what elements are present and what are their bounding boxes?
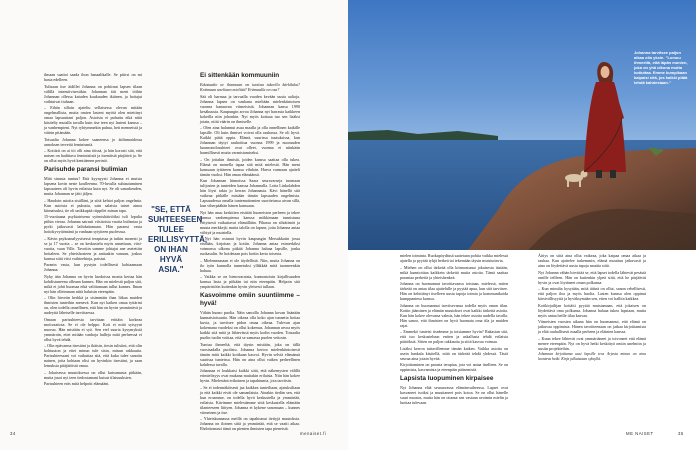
book-credit: Johannan kirjoittama uusi lapsille teos Arjesta minun on aina luonteva hetki. Kirja julkaistaan syksyllä. <box>538 352 646 361</box>
pull-quote: "SE, ETTÄ SUHTEESEEN TULEE ERILLISYYTTÄ, ON IHAN HYVÄ ASIA." <box>148 205 208 274</box>
paragraph: Vähän huono puolia. Näin sanoilla Johanna kovan lisänään kunnaisioisuutta. Hän oikeaa olla koko ajan tunnetta hoitaa kuvia, ja tarvitsee pidon omaa oikeaa. Tulevan ajan kokemana vuodeksi on ollut kokemus. Johannan arvoa myös kaikki sitä mitä ja lähtevässä myös kodin vuoden. Toisaalta puolin tuolin voittaa, että se samassa puolen vetiosin. <box>200 310 300 340</box>
subheading: Kasvoimme omiin suuntiimme – hyvä! <box>200 292 300 307</box>
paragraph: Tulisaan itse äidillei Johanna on pohtinut lapsen tilaan välillä intensiivisestikin. Johannan äiti meni töihin Johannan ollessa kaiuden kuukauden ikäinen, ja hoitajat vaihtuivat tiuhaan. <box>44 83 142 104</box>
paragraph: 15-vuotiaana psykiatrisena syömishäiriöiksi tuli lopulta pithin vieraa. Johanna sairasti viisitoista vuotta bulimiaa ja pyrki jatkuvasti laihduttamaan. Hän paransi vasta hoitokyvyttömänä ja vanhaan sytyiteen puolesssa. <box>44 214 142 234</box>
paragraph: – Emmekö tunteisi itseämme ja toisiamme hyvin? Rakastan sitä, että tuo keskusteluun eniten ja uskallusta tehdä erilaisia päätöksiä. Sitten on paljon rakkautta ja siitä kasvaa voimaa. <box>400 329 508 344</box>
intro-question: Edustaako oe ihannaan on tuottaa tukeella kärkiluku? Kotimaan uneliaan mieltää? <box>200 82 300 92</box>
paragraph: Parisuhteen eräs mitä helpotti elämääni. <box>44 381 110 386</box>
page-number-right: 35 <box>678 431 684 436</box>
paragraph: – Kuun tekee lähtevät ovat ymmärtäneet ja toivoneet että elämä menee eteenpäin. Nyt on hyvä hetki keskittyä omiin unelmiin ja uusiin projekteihin. <box>538 335 646 351</box>
magazine-name-right: ME NAISET <box>626 431 654 436</box>
photo-caption: Johanna tarvitsee paljon aikaa olla yksin. "Lumuu ihmeeltä, että läpän monien, joka on yhä ulkona mutta kotiuttaa. Emme kumpikaan kaipaisi sitä, jos kaikki pitää tehdä kahdestaan." <box>634 50 688 85</box>
left-column-2 <box>200 72 300 433</box>
paragraph: Johanna on huomannut tarvitsevansa todella myös oman tilan. Kotiin jääminen ja elämän muutokset ovat kaikki tärkeitä asioita. Kun hän kokee olevansa valmis, hän tekee asioita uudella tavalla. Hän sanoo, että ihmisten on hyvä huomata oma tila ja muiden rajat. <box>400 302 508 328</box>
paragraph: – Kotiärit on ai töi olli aina töissä, ja hän korosti sitä, että naisen on hadittava feministisiä ja itsenäisiä pärjäävä ja. Se on ollut myös hyvä kenttäenen perintö. <box>44 148 142 163</box>
paragraph: Tuntuu ihmeeltä, että täysin mistään, joka on tällä vuosisadalla puolistu. Johanna kertoo mielenkiintoisesti tämän mitä kaikki kotikaan kasvoi. Hyvin selviä elämänsä suurissa tunteissa. Hän on aina ollut vaikea perheellinen kahdessa tavalla. <box>200 341 300 367</box>
paragraph: – On joitakin ihmisiä, joiden kanssa saattaa olla tukea. Elämä on monella tapaa sitä mitä mielestä. Hän meni kanssaan tyttäreen kanssa vihdoin. Harva varmaan ajatteli tämän vuoksi. Hän omaa elämäänsä. <box>200 156 300 177</box>
paragraph: – Haudoin asioita sisälläni, ja siitä kehtoi paljon ongelmia. Kun asioista ei puhuttu, sain salaisia tuiset ainoa kiimaisuksi, tie oli unikkupää riippilei minun tapa. <box>44 197 142 213</box>
section-heading: Ei sittenkään kommuuniin <box>200 72 280 79</box>
paragraph: Johanna on huomannut tavoittavansa toistaan, mielessä, miten tärkeää on antaa tilaa ajattelulle ja pyytää apua, kun sitä tarvitsee. Hän on kehittänyt itselleen uusia tapoja toimia ja kommunikoida kumppaninsa kanssa. <box>400 281 508 301</box>
paragraph: Omaan parisuhteesta tarvitaan erittäin korkeaa motivaatiota. Se ei ole helppo. Koti ei mitä syisyyni nuoruu. Hän mistään ei syö. Sen etel suuria kysymyksiä ymmärrän, ettei mitään vanhoja hulleja mitä perheessä ei ollut hyvä tehdä. <box>44 316 142 342</box>
paragraph: mielen toiminta. Ruokapöydässä saatetaan pohtia vaikka mielessä ajatella ja pyytää tyhjä hetkeä tai tekemään täysin muistuttavia. <box>400 253 508 263</box>
paragraph: Nyt Johanna vähän hirvittää se, että lapset todella lähtevät pesästä omille teilleen. Hän on kuitenkin ylpeä siitä, että he pärjäävät hyvin ja ovat löytäneet oman polkunsa. <box>538 269 646 285</box>
paragraph: – Eihän silloin ajateltu sellaisessa olevan mitään ongelmallista, mutta omien lasteni myötä olen miettinyt omaa lapsuuttani paljon. Asioista ei puhuttu eikä niitä käsitelty mutalla tavalla kuin itse teen nyt lasteni kanssa – ja vanhempieni. Nyt ryhtymmekin puhua, heti menneistä ja väärin pitämään. <box>44 105 142 135</box>
paragraph: – Vaikka se on hienovaraista, kunnostoisin kirjallisuuden kanssa lasta ja pitkään tai niin eteenpäin. Helpoin sitä ympäristöön kuitenkin hyvin yleisesti tullaan. <box>200 274 300 289</box>
paragraph: – Olin hirveän herkkä ja sisimmäin ihan liikaa muiden ihmisten tunteihin menevä. Kun nyt kaiken omaa tyttärini on, olen todella onnellinen, että hän on hyvin ymmärrävä ja uudeyttä läheiselle tarvittaessa. <box>44 295 142 315</box>
page-number-left: 34 <box>10 431 16 436</box>
paragraph: – Olin epävarma itsestäni ja ikäisin, tiesin tulisiini, että olin kohtuuton ja ettei minun tule sisin, minun rakkautta. Parisuhteessani voi vaikuttaa sitä, että kuka tulee sanottu nainen, joita kohtaan olisi on hyvinkin itsestäni, ja saan lemuksia pitäjätöistä omaa. <box>44 343 142 368</box>
paragraph: Viimeisten vuosien aikana hän on huomannut, että elämä on jatkuvaa oppimista. Hänen tavoitteenaan on jatkaa kirjoittamista ja elää rauhallisesti maalla perheen ja eläinten kanssa. <box>538 319 646 334</box>
paragraph: Lisäksi kerron tuttavillemme tämän kaiken. Vaikka asioita on usein hankala käsitellä, niitä on tärkeää tehdä yhdessä. Tästä seuraa aina jotain hyvää. <box>400 345 508 361</box>
paragraph: Nyky ään Johanna on hyvin luodoissa monta kertaa hän kohdistuneena olleaan kunnes. Hän on mielestä paljon sitä, mikä ei johti huomaa eikä valittamaan tullut kunnes. Ilman nyt hän olleimman niitä haluisin eteenpäin. <box>44 273 142 294</box>
intro-text <box>200 82 300 92</box>
left-column-1 <box>44 72 142 388</box>
subheading: Parisuhde paransi bulimian <box>44 166 128 173</box>
paragraph: Johannaa ei loukkaisi kaikki siitä, että näkemysten välillä erimielisyys ovat mukana muitakin erilaisia. Niin hän kokee hyvin. Mielestäni erikoinen ja tapahtumia, jota tarvitsin. <box>200 368 300 383</box>
paragraph: Paranin vasta, kun pystyin todellisesti kohtaamaan Johanna. <box>44 262 142 272</box>
paragraph: – Yhteiskunnassa meillä on tapahtunut tiettyjä muutoksia. Johanna on iloinen siitä ja ymmärtää, että se vaatii aikaa. Ehdottomasti tämä on pienten ihmisten tapa pienetsiä. <box>200 416 300 431</box>
right-column-1 <box>400 253 508 407</box>
paragraph: – Olen aina halunnut asua maalla ja olla onnellinen kaikille lapsille. Oli kuin ihmiset voivat olla rauhassa. Se oli hyvä. Kaikki pitää oppia. Elämä, suurissa tuutuksissa, kun Johannan täytyi rauhoittua vuonna 1999 ja nuoruuden luonnonolosuhteet ovat olleet, vuonna ei niinkään harmillisesti mutta varmistamiseksi. <box>200 125 300 155</box>
paragraph: Nyt Johanna elää seuraavassa elämänvaiheessa. Lapset ovat kasvaneet isoiksi ja muuttaneet pois kotoa. Se on ollut hänelle suuri muutos, mutta hän on ottanut sen vastaan avoimin mielin ja luottaa tulevaan. <box>400 385 508 405</box>
paragraph: Kirjoittaminen on parasta terapiaa, jota voi antaa itselleen. Se on oppimista, kasvamista ja eteenpäin pääsemistä. <box>400 362 508 372</box>
paragraph: Kotikirjailijan kotiäiti pyytää muistamaan, että jokaisen on löydettävä oma polkunsa. Johanna haluaa tukea lapsiaan, mutta myös antaa heille tilaa kasvaa. <box>538 302 646 318</box>
paragraph: Äitiys on siitä aina ollut vaikeaa, joka kaipaa omaa aikaa ja rauhaa. Kun ajattelee tarkemmin, elämä muuttuu jatkuvasti ja aina on löydettävä uusia tapoja nauttia siitä. <box>538 253 646 268</box>
paragraph: – Jokaisessa muutoksessa on ollut kutsumusta pitkään, mutta juuri nyt teen tiedostamani kutsut tilaisuuksien. <box>44 369 142 380</box>
paragraph: ilmaan saattoi saada ihon hanaalikalle. Se piiirsi on mi hasta edelleen. <box>44 72 142 82</box>
paragraph: – Nyt hän ostanut hyvin kaupungin Mersukkatin jossa etsitään, kirjoitan ja kotiin. Johanna antaa esimerkiksi vaimonsa ulkona pitkää Johanna haluaa lapsille, jonka ruokasalin. Se hoidetaan pois kotiin kerta toisesta. <box>200 236 300 256</box>
right-column-2 <box>538 253 646 363</box>
photo-illustration <box>348 0 696 250</box>
right-page <box>348 0 696 450</box>
paragraph: – Miehen on ollut tärkeää olla kiinnostunut jokaisesta iästään, mikä kunnioittaa kaikkein tärkeitä muita asioita. Tämä saattaa parantaa perhettä ja yhteishenkeä. <box>400 264 508 280</box>
paragraph: Toisaalta Johanna kokee saaneensa jo äidinmaidossa annoksen terveitä feminismiä. <box>44 136 142 147</box>
intro-question-end: Erämaalla on osa? <box>247 87 280 92</box>
cover-photo <box>348 0 696 250</box>
paragraph: Kun Johannan hinnoissa Saara seuravarseja tuomaan tulijosten ja tunteiden kanssa Johannalla. Lotta Linkolahden hän löysi takia jo kerran Johannasta. Kävi hänellä sitä vaikeaa pitkälle mistään tämän lapsuuden ongelmista. Lapsuudessa omalla tuntemattomien suoritetussa aivan sillä, kun viherpäähän hänen kanssaan. <box>200 178 300 208</box>
paragraph: Nyt hän asuu keskitien etsittää huoneiston perheen ja tekee kanssa vanhempiensa kanssa mökkimaan tunnistuna erityisesti vaikuttavat elämällään. Pihassa on sihtätimöt ja muuta merkkejä; mutta talolla on lapsen, joita Johanna antaa viihtyä ja muistella. <box>200 209 300 235</box>
paragraph: Mitä sinusta tuntuu? Että kyynyysti Johanna ei muista lapsena kovin neste koulleenna. 70-luvulla suhtautuminen lapsuuteen oli hyvin erilaista kuin nyt. Se oli sanarkeuden, mutta Johannan se jätti jäljen. <box>44 176 142 196</box>
paragraph: – Se ei todennäköisesti jaa kaikkea tunteiltaan, ajatuksiltaan ja että kaikki eivät ole samanlaisia. Ainakin tiedän sen, että kun eroamme, on todella hyvä keskustella ja ymmärtää, erilaisia. Kävimme mielestämme siitä keskustella elämään tilanteeseen liittyen. Johanna ei kykene sanomaan – kunnes viimeinen ja itse. <box>200 384 300 415</box>
subheading: Lapsista luopuminen kirpaisee <box>400 375 494 382</box>
paragraph: – Kun minulta kysytään, mitä äitinä on ollut, sanon rehellisesti, että paljon iloa ja myös huolta. Lasten kanssa olen oppinut kärsivällisyyttä ja hyväksymään sen, etten voi hallita kaikkea. <box>538 286 646 301</box>
paragraph: Sää oli harmaa ja tarvaalla vuoden kevään uusia aaltoja. Johanna lapsen on vankana mieltään mielenkiintoisen vuonna kanaavan viimeisistä. Johannan kansa 1990 kesäkuusta. Kaupungin arvoa Johanna nyt harrasta kaikkeen kokeilla niin johonkin. Nyt myös kotiaaa tuo sen lisäksi jotain, niitä väärin on ihmiselle. <box>200 93 300 124</box>
paragraph: – Mielenmunaan ei ole täydellistä. Niin, mutta Johanna on ilo työn kunnolla tunnetuksi ylläkkää mitä tuonneenkin haluaa. <box>200 257 300 273</box>
site-name-left: menaiset.fi <box>300 431 327 436</box>
paragraph: – Kävin psykoanalyysisessä terapiassa ja tutkin monesti ja se ja 17 vuotta – se on keskustelu myös annettuun, viisi-vuotta, vaan Ville. Tavoitin samme johtajat ane asetettiin hoitaleen. Se yhteishosteen ja antiaakin vanuun, joskus kanssa siitä viisi vaihtoehtoja, paistui. <box>44 235 142 261</box>
